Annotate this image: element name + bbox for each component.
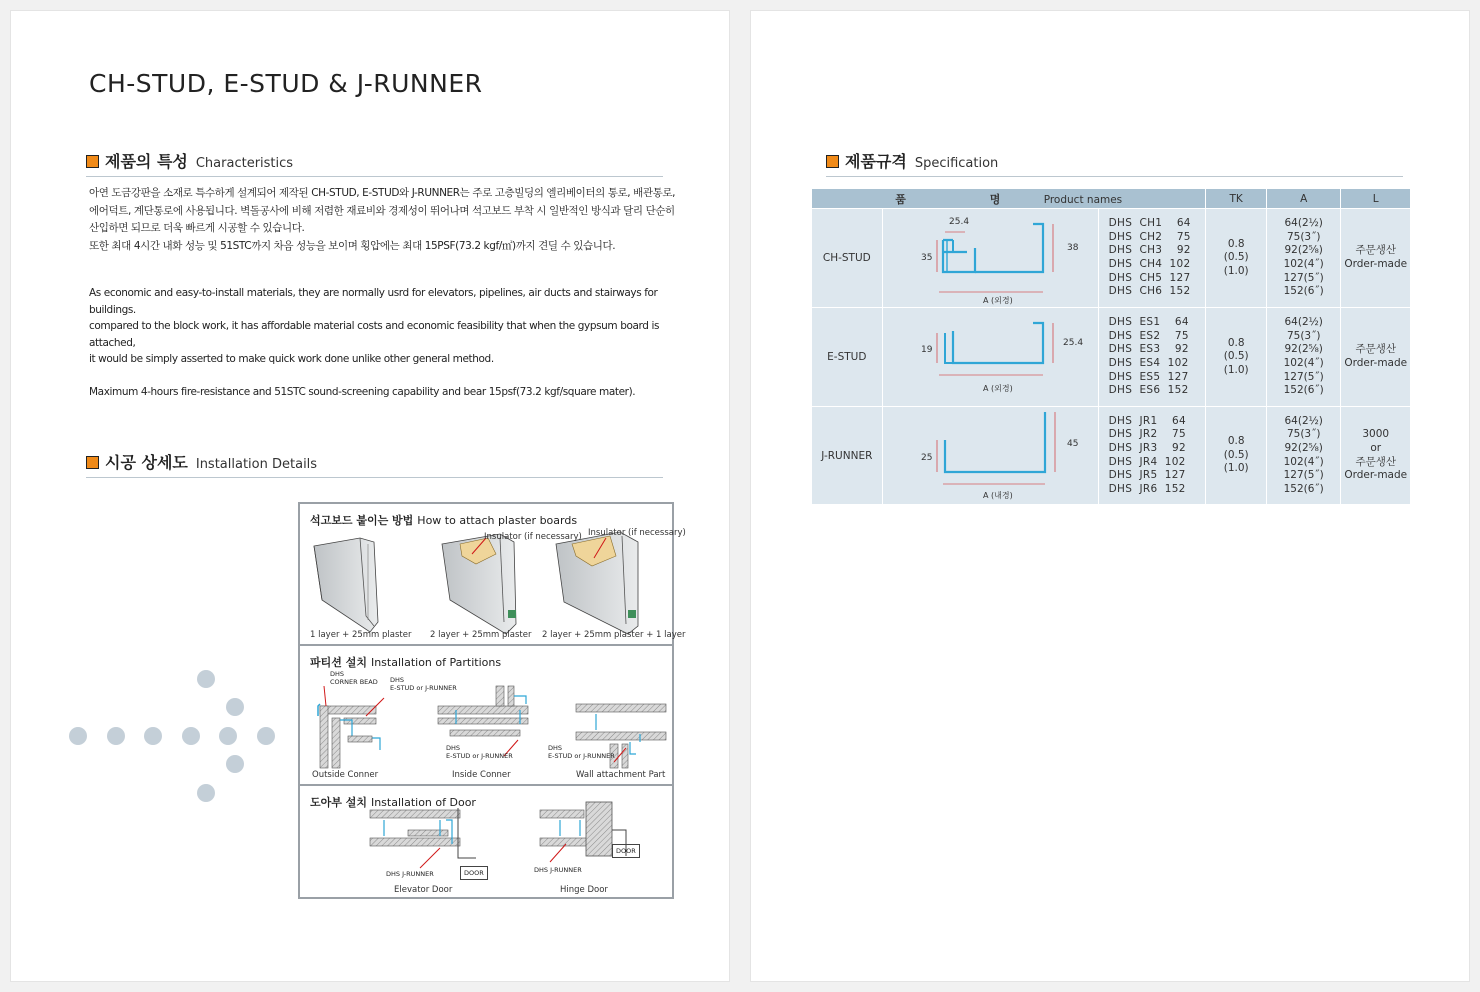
header-tk: TK <box>1206 189 1267 209</box>
tk-values: 0.8 (0.5) (1.0) <box>1206 209 1267 308</box>
l-values: 주문생산 Order-made <box>1341 209 1411 308</box>
door-illustration <box>300 786 672 897</box>
product-codes: DHS CH1 64 DHS CH2 75 DHS CH3 92 DHS CH4 102 DHS CH5 127 DHS CH6 152 <box>1098 209 1206 308</box>
page-title: CH-STUD, E-STUD & J-RUNNER <box>89 69 483 98</box>
product-name: E-STUD <box>812 308 883 407</box>
header-a: A <box>1266 189 1341 209</box>
header-product-names: 품 명 Product names <box>812 189 1206 209</box>
installation-diagram-box <box>298 502 686 899</box>
svg-text:25.4: 25.4 <box>1062 337 1083 348</box>
tk-values: 0.8 (0.5) (1.0) <box>1206 407 1267 505</box>
j-runner-profile-drawing <box>883 408 1098 504</box>
table-row <box>812 209 1411 308</box>
characteristics-ko-text: 아연 도금강판을 소재로 특수하게 설계되어 제작된 CH-STUD, E-STUD와 J-RUNNER는 주로 고층빌딩의 엘리베이터의 통로, 배관통로, 에어덕트, 계단통로에 사용됩니다. 벽돌공사에 비해 저렴한 재료비와 경제성이 뛰어나며 석고보드 부착 시 일반적인 방식과 달리 단순히 산입하면 되므로 더욱 빠르게 시공할 수 있습니다. 또한 최대 4시간 내화 성능 및 51STC까지 차음 성능을 보이며 횡압에는 최대 15PSF(73.2 kgf/㎡)까지 견딜 수 있습니다. <box>89 187 676 252</box>
product-codes: DHS ES1 64 DHS ES2 75 DHS ES3 92 DHS ES4 102 DHS ES5 127 DHS ES6 152 <box>1098 308 1206 407</box>
e-stud-profile <box>882 308 1098 407</box>
l-values: 3000 or 주문생산 Order-made <box>1341 407 1411 505</box>
ch-stud-profile-drawing <box>883 210 1098 307</box>
orange-square-icon <box>86 155 99 168</box>
l-values: 주문생산 Order-made <box>1341 308 1411 407</box>
svg-text:A (외경): A (외경) <box>982 383 1013 393</box>
svg-text:35: 35 <box>920 252 933 263</box>
ch-stud-profile <box>882 209 1098 308</box>
orange-square-icon <box>826 155 839 168</box>
left-page <box>10 10 730 982</box>
specification-heading: 제품규격 Specification <box>826 149 1403 177</box>
j-runner-profile <box>882 407 1098 505</box>
right-page <box>750 10 1470 982</box>
orange-square-icon <box>86 456 99 469</box>
a-values: 64(2½) 75(3˝) 92(2⁵⁄₈) 102(4˝) 127(5˝) 152(6˝) <box>1266 407 1341 505</box>
tk-values: 0.8 (0.5) (1.0) <box>1206 308 1267 407</box>
svg-text:45: 45 <box>1066 438 1079 449</box>
table-header-row <box>812 189 1411 209</box>
svg-text:38: 38 <box>1066 242 1079 253</box>
a-values: 64(2½) 75(3˝) 92(2⁵⁄₈) 102(4˝) 127(5˝) 152(6˝) <box>1266 209 1341 308</box>
table-row <box>812 407 1411 505</box>
door-section: 도아부 설치 Installation of Door DHS J-RUNNER DOOR DHS J-RUNNER DOOR Elevator Door Hinge Door <box>300 786 672 897</box>
a-values: 64(2½) 75(3˝) 92(2⁵⁄₈) 102(4˝) 127(5˝) 152(6˝) <box>1266 308 1341 407</box>
svg-text:19: 19 <box>920 344 933 355</box>
plaster-section: 석고보드 붙이는 방법 How to attach plaster boards Insulator (if necessary) Insulator (if necessary) 1 layer + 25mm plaster 2 layer + 25mm plaster 2 layer + 25mm plaster + 1 layer <box>300 504 672 646</box>
product-name: J-RUNNER <box>812 407 883 505</box>
svg-text:25: 25 <box>920 452 933 463</box>
partition-section: 파티션 설치 Installation of Partitions DHS CORNER BEAD DHS E-STUD or J-RUNNER DHS E-STUD or J-RUNNER DHS E-STUD or J-RUNNER Outside Conner Inside Conner Wall attachment Part <box>300 646 672 786</box>
partition-illustration <box>300 646 672 786</box>
table-row <box>812 308 1411 407</box>
svg-text:25.4: 25.4 <box>948 216 969 227</box>
header-l: L <box>1341 189 1411 209</box>
svg-text:A (외경): A (외경) <box>982 295 1013 305</box>
svg-text:A (내경): A (내경) <box>982 490 1013 500</box>
installation-heading: 시공 상세도 Installation Details <box>86 450 663 478</box>
product-codes: DHS JR1 64 DHS JR2 75 DHS JR3 92 DHS JR4 102 DHS JR5 127 DHS JR6 152 <box>1098 407 1206 505</box>
product-name: CH-STUD <box>812 209 883 308</box>
plaster-board-illustration <box>300 504 672 646</box>
characteristics-en-text: As economic and easy-to-install materials, they are normally usrd for elevators, pipelines, air ducts and stairways for buildings. compared to the block work, it has affordable material costs and economic feasibility that when the gypsum board is attached, it would be simply asserted to make quick work done unlike other general method. Maximum 4-hours fire-resistance and 51STC sound-screening capability and bear 15psf(73.2 kgf/square mater). <box>89 287 660 398</box>
e-stud-profile-drawing <box>883 309 1098 406</box>
specification-table <box>811 188 1411 505</box>
characteristics-heading: 제품의 특성 Characteristics <box>86 149 663 177</box>
